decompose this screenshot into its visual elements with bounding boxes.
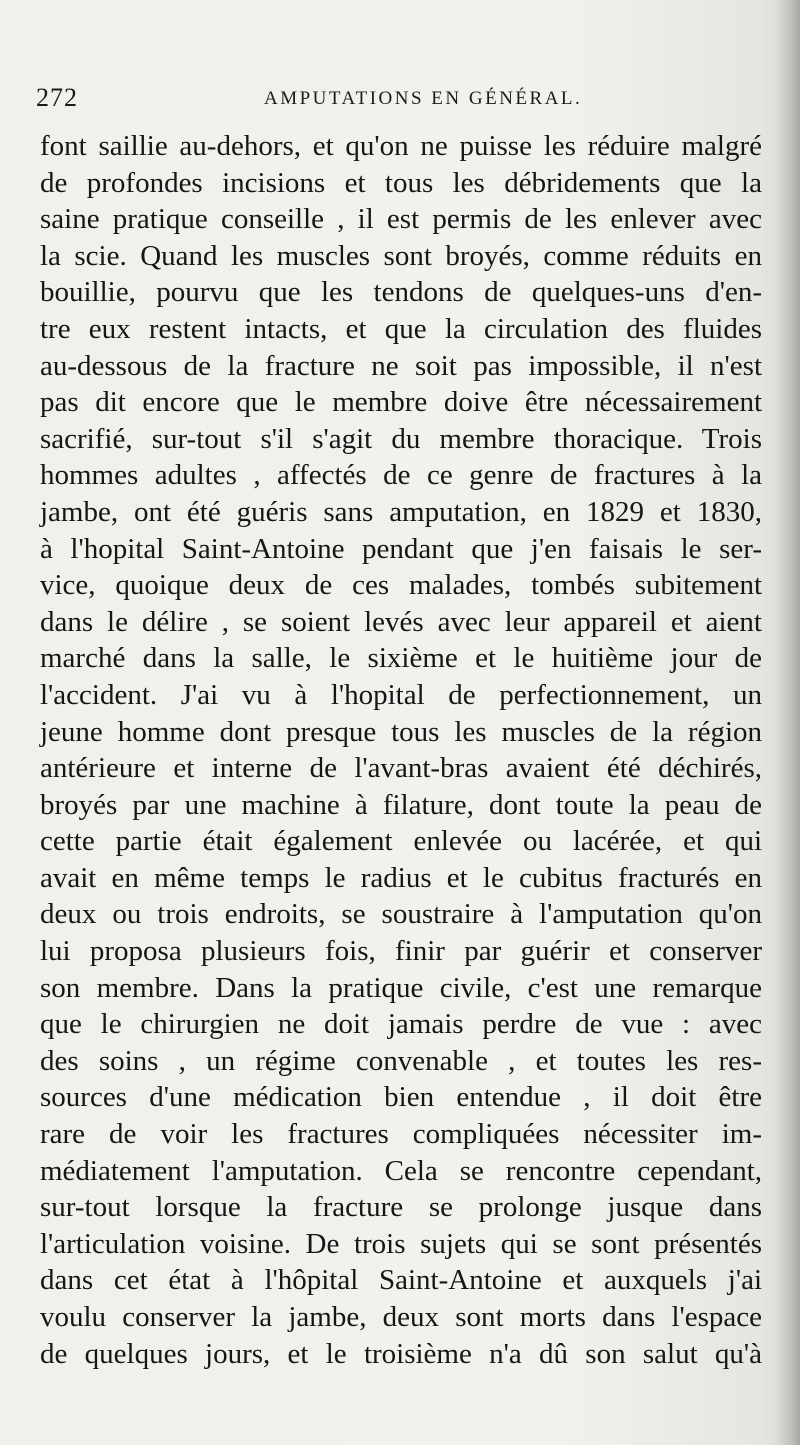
text-line: dans cet état à l'hôpital Saint-Antoine et auxquels j'ai: [40, 1264, 762, 1297]
text-line: font saillie au-dehors, et qu'on ne puisse les réduire malgré: [40, 130, 762, 162]
text-line: jambe, ont été guéris sans amputation, en 1829 et 1830,: [40, 495, 762, 528]
text-line: sacrifié, sur-tout s'il s'agit du membre thoracique. Trois: [40, 422, 762, 455]
text-line: de quelques jours, et le troisième n'a dû son salut qu'à: [40, 1337, 762, 1370]
text-line: bouillie, pourvu que les tendons de quelques-uns d'en-: [40, 276, 762, 309]
text-line: à l'hopital Saint-Antoine pendant que j'en faisais le ser-: [40, 532, 762, 565]
text-line: pas dit encore que le membre doive être nécessairement: [40, 386, 762, 419]
text-line: rare de voir les fractures compliquées nécessiter im-: [40, 1118, 762, 1151]
text-line: lui proposa plusieurs fois, finir par guérir et conserver: [40, 935, 762, 968]
text-line: au-dessous de la fracture ne soit pas impossible, il n'est: [40, 349, 762, 382]
text-line: dans le délire , se soient levés avec leur appareil et aient: [40, 605, 762, 638]
page-number: 272: [36, 83, 78, 112]
text-line: deux ou trois endroits, se soustraire à l'amputation qu'on: [40, 898, 762, 931]
text-line: de profondes incisions et tous les débridements que la: [40, 166, 762, 199]
text-line: cette partie était également enlevée ou lacérée, et qui: [40, 825, 762, 858]
text-line: voulu conserver la jambe, deux sont morts dans l'espace: [40, 1301, 762, 1333]
text-line: l'articulation voisine. De trois sujets qui se sont présentés: [40, 1227, 762, 1260]
cut-off-line-fragment: [40, 1419, 762, 1445]
text-line: l'accident. J'ai vu à l'hopital de perfectionnement, un: [40, 678, 762, 711]
running-title: AMPUTATIONS EN GÉNÉRAL.: [264, 88, 583, 109]
running-head: [36, 83, 758, 117]
text-line: que le chirurgien ne doit jamais perdre de vue : avec: [40, 1008, 762, 1041]
text-line: son membre. Dans la pratique civile, c'est une remarque: [40, 971, 762, 1004]
text-line: saine pratique conseille , il est permis de les enlever avec: [40, 203, 762, 236]
text-line: vice, quoique deux de ces malades, tombés subitement: [40, 569, 762, 602]
text-line: antérieure et interne de l'avant-bras avaient été déchirés,: [40, 752, 762, 785]
text-line: sources d'une médication bien entendue , il doit être: [40, 1081, 762, 1114]
text-line: jeune homme dont presque tous les muscles de la région: [40, 715, 762, 748]
text-line: broyés par une machine à filature, dont toute la peau de: [40, 788, 762, 821]
body-text: [40, 128, 762, 1372]
text-line: marché dans la salle, le sixième et le huitième jour de: [40, 642, 762, 675]
text-line: tre eux restent intacts, et que la circulation des fluides: [40, 312, 762, 345]
text-line: des soins , un régime convenable , et toutes les res-: [40, 1044, 762, 1077]
text-line: sur-tout lorsque la fracture se prolonge jusque dans: [40, 1191, 762, 1224]
text-line: avait en même temps le radius et le cubitus fracturés en: [40, 861, 762, 894]
spine-shadow: [774, 0, 800, 1445]
text-line: médiatement l'amputation. Cela se rencontre cependant,: [40, 1154, 762, 1187]
text-line: hommes adultes , affectés de ce genre de fractures à la: [40, 459, 762, 492]
text-line: la scie. Quand les muscles sont broyés, comme réduits en: [40, 239, 762, 272]
